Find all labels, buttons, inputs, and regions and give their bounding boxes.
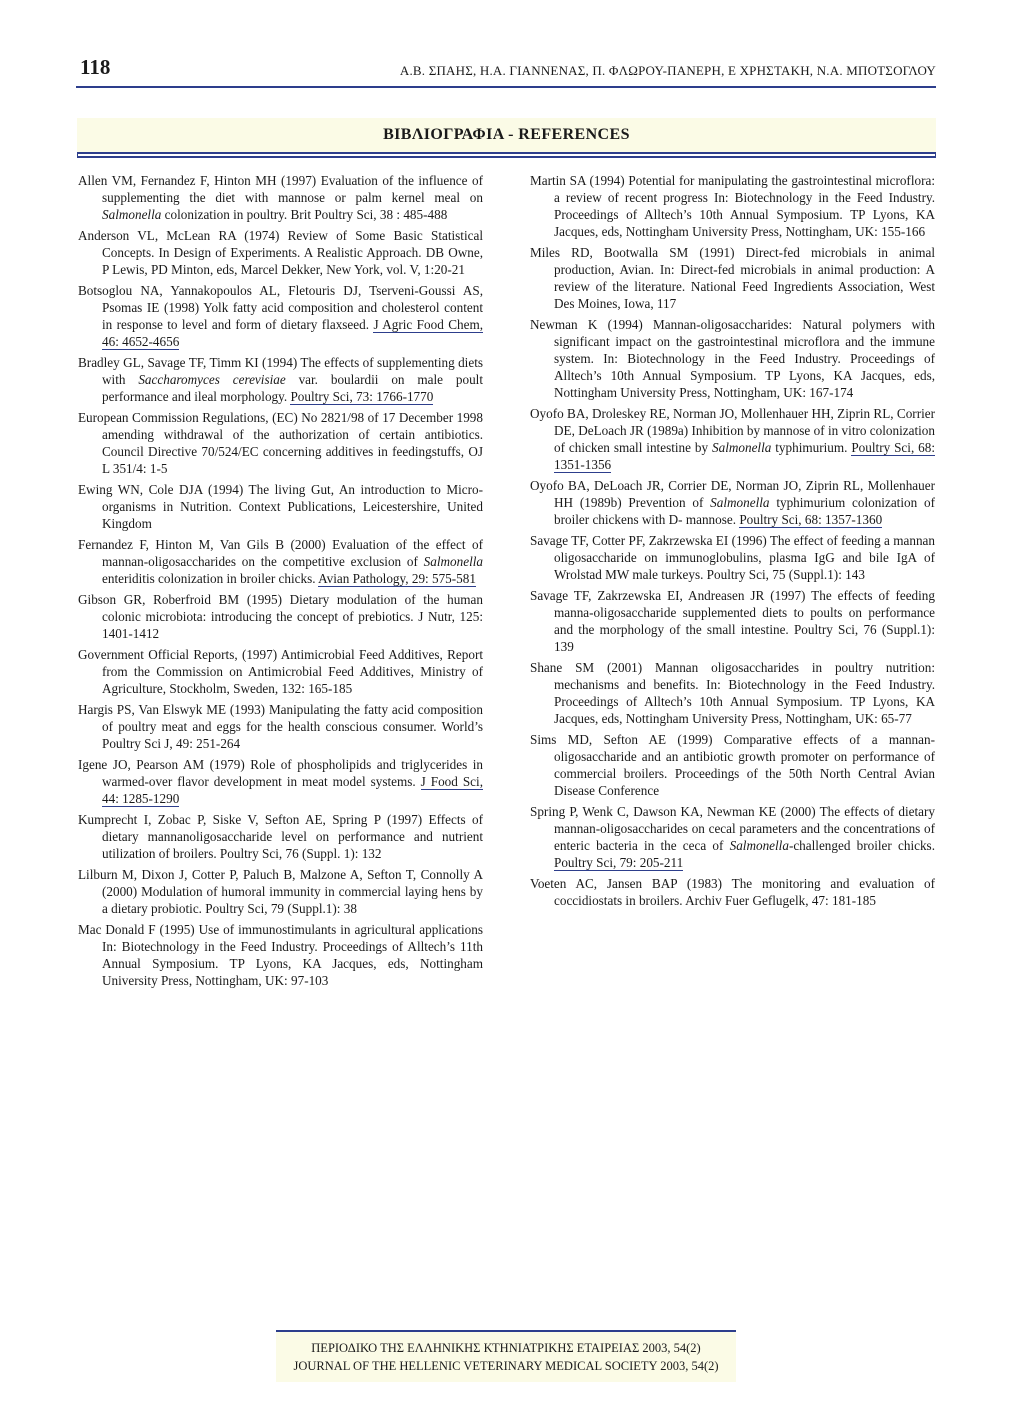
reference-entry [530, 587, 935, 655]
reference-text: Savage TF, Cotter PF, Zakrzewska EI (1996) The effect of feeding a mannan oligosaccharide on immunoglobulins, plasma IgG and bile IgA of Wrolstad MW male turkeys. Poultry Sci, 75 (Suppl.1): 143 [530, 533, 935, 582]
reference-text: Spring P, Wenk C, Dawson KA, Newman KE (2000) The effects of dietary mannan-oligosaccharides on cecal parameters and the concentrations of enteric bacteria in the ceca of [530, 804, 935, 853]
reference-entry [530, 172, 935, 240]
reference-species-italic: Salmonella [102, 207, 162, 222]
reference-text: var. boulardii on male poult performance and ileal morphology. [102, 372, 483, 404]
reference-entry [78, 756, 483, 807]
reference-citation-link[interactable]: Poultry Sci, 68: 1357-1360 [739, 512, 883, 527]
reference-text: Martin SA (1994) Potential for manipulating the gastrointestinal microflora: a review of recent progress In: Biotechnology in the Feed Industry. Proceedings of Alltech’s 10th Annual Symposium. TP Lyons, KA Jacques, eds, Nottingham University Press, Nottingham, UK: 155-166 [530, 173, 935, 239]
references-section-banner [77, 118, 936, 154]
reference-species-italic: Saccharomyces cerevisiae [138, 372, 286, 387]
reference-species-italic: Salmonella [712, 440, 772, 455]
reference-text: Fernandez F, Hinton M, Van Gils B (2000) Evaluation of the effect of mannan-oligosaccharides on the competitive exclusion of [78, 537, 483, 569]
reference-citation-link[interactable]: Poultry Sci, 73: 1766-1770 [290, 389, 434, 404]
reference-text: Ewing WN, Cole DJA (1994) The living Gut, An introduction to Micro-organisms in Nutrition. Context Publications, Leicestershire, United Kingdom [78, 482, 483, 531]
reference-text: Newman K (1994) Mannan-oligosaccharides: Natural polymers with significant impact on the gastrointestinal microflora and the immune system. In: Biotechnology in the Feed Industry. Proceedings of Alltech’s 10th Annual Symposium. TP Lyons, KA Jacques, eds, Nottingham University Press, Nottingham, UK: 167-174 [530, 317, 935, 400]
reference-entry [78, 172, 483, 223]
reference-citation-link[interactable]: J Food Sci, 44: 1285-1290 [102, 774, 483, 806]
running-head-authors: Α.Β. ΣΠΑΗΣ, Η.Α. ΓΙΑΝΝΕΝΑΣ, Π. ΦΛΩΡΟΥ-ΠΑΝΕΡΗ, Ε ΧΡΗΣΤΑΚΗ, Ν.Α. ΜΠΟΤΣΟΓΛΟΥ [399, 63, 936, 78]
reference-text: Savage TF, Zakrzewska EI, Andreasen JR (1997) The effects of feeding manna-oligosaccharide supplemented diets to poults on performance and the morphology of the small intestine. Poultry Sci, 76 (Suppl.1): 139 [530, 588, 935, 654]
reference-citation-link[interactable]: J Agric Food Chem, 46: 4652-4656 [102, 317, 483, 349]
reference-text: -challenged broiler chicks. [788, 838, 935, 853]
reference-text: Sims MD, Sefton AE (1999) Comparative effects of a mannan-oligosaccharide and an antibiotic growth promoter on performance of commercial broilers. Proceedings of the 50th North Central Avian Disease Conference [530, 732, 935, 798]
reference-text: Oyofo BA, Droleskey RE, Norman JO, Mollenhauer HH, Ziprin RL, Corrier DE, DeLoach JR (1989a) Inhibition by mannose of in vitro colonization of chicken small intestine by [530, 406, 935, 455]
reference-text: Miles RD, Bootwalla SM (1991) Direct-fed microbials in animal production, Avian. In: Direct-fed microbials in animal production: A review of the literature. National Feed Ingredients Association, West Des Moines, Iowa, 117 [530, 245, 935, 311]
reference-species-italic: Salmonella [710, 495, 770, 510]
reference-entry [530, 477, 935, 528]
reference-text: Government Official Reports, (1997) Antimicrobial Feed Additives, Report from the Commission on Antimicrobial Feed Additives, Ministry of Agriculture, Stockholm, Sweden, 132: 165-185 [78, 647, 483, 696]
reference-text: typhimurium colonization of broiler chickens with D- mannose. [554, 495, 935, 527]
reference-entry [78, 591, 483, 642]
reference-species-italic: Salmonella [729, 838, 789, 853]
journal-footer [276, 1330, 736, 1382]
reference-entry [78, 921, 483, 989]
reference-citation-link[interactable]: Avian Pathology, 29: 575-581 [318, 571, 476, 586]
reference-text: Hargis PS, Van Elswyk ME (1993) Manipulating the fatty acid composition of poultry meat and eggs for the health conscious consumer. World’s Poultry Sci J, 49: 251-264 [78, 702, 483, 751]
reference-entry [530, 731, 935, 799]
reference-text: enteriditis colonization in broiler chicks. [102, 571, 319, 586]
reference-entry [530, 316, 935, 401]
reference-entry [78, 811, 483, 862]
header-rule [76, 86, 936, 88]
reference-entry [530, 659, 935, 727]
reference-entry [78, 536, 483, 587]
reference-species-italic: Salmonella [423, 554, 483, 569]
page-number: 118 [80, 55, 111, 79]
reference-entry [530, 875, 935, 909]
footer-line-greek: ΠΕΡΙΟΔΙΚΟ ΤΗΣ ΕΛΛΗΝΙΚΗΣ ΚΤΗΝΙΑΤΡΙΚΗΣ ΕΤΑΙΡΕΙΑΣ 2003, 54(2) [311, 1341, 701, 1355]
reference-text: European Commission Regulations, (EC) No 2821/98 of 17 December 1998 amending withdrawal of the authorization of certain antibiotics. Council Directive 70/524/EC concerning additives in feedingstuffs, OJ L 351/4: 1-5 [78, 410, 483, 476]
reference-citation-link[interactable]: Poultry Sci, 68: 1351-1356 [554, 440, 936, 472]
reference-text: Allen VM, Fernandez F, Hinton MH (1997) Evaluation of the influence of supplementing the diet with mannose or palm kernel meal on [78, 173, 483, 205]
reference-text: typhimurium. [771, 440, 852, 455]
reference-text: Botsoglou NA, Yannakopoulos AL, Fletouris DJ, Tserveni-Goussi AS, Psomas IE (1998) Yolk fatty acid composition and cholesterol content in response to level and form of dietary flaxseed. [78, 283, 483, 332]
reference-entry [78, 481, 483, 532]
reference-text: Gibson GR, Roberfroid BM (1995) Dietary modulation of the human colonic microbiota: introducing the concept of prebiotics. J Nutr, 125: 1401-1412 [78, 592, 483, 641]
reference-text: Mac Donald F (1995) Use of immunostimulants in agricultural applications In: Biotechnology in the Feed Industry. Proceedings of Alltech’s 11th Annual Symposium. TP Lyons, KA Jacques, eds, Nottingham University Press, Nottingham, UK: 97-103 [78, 922, 483, 988]
reference-entry [530, 244, 935, 312]
reference-entry [78, 282, 483, 350]
reference-text: Voeten AC, Jansen BAP (1983) The monitoring and evaluation of coccidiostats in broilers. Archiv Fuer Geflugelk, 47: 181-185 [530, 876, 935, 908]
reference-citation-link[interactable]: Poultry Sci, 79: 205-211 [554, 855, 684, 870]
reference-text: Oyofo BA, DeLoach JR, Corrier DE, Norman JO, Ziprin RL, Mollenhauer HH (1989b) Prevention of [530, 478, 935, 510]
reference-entry [78, 646, 483, 697]
reference-text: colonization in poultry. Brit Poultry Sci, 38 : 485-488 [161, 207, 448, 222]
reference-text: Bradley GL, Savage TF, Timm KI (1994) The effects of supplementing diets with [78, 355, 483, 387]
reference-entry [78, 354, 483, 405]
reference-entry [530, 532, 935, 583]
references-left-column [78, 172, 483, 993]
reference-entry [78, 409, 483, 477]
reference-text: Kumprecht I, Zobac P, Siske V, Sefton AE, Spring P (1997) Effects of dietary mannanoligosaccharide level on performance and nutrient utilization of broilers. Poultry Sci, 76 (Suppl. 1): 132 [78, 812, 483, 861]
reference-text: Lilburn M, Dixon J, Cotter P, Paluch B, Malzone A, Sefton T, Connolly A (2000) Modulation of humoral immunity in commercial laying hens by a dietary probiotic. Poultry Sci, 79 (Suppl.1): 38 [78, 867, 483, 916]
reference-text: Anderson VL, McLean RA (1974) Review of Some Basic Statistical Concepts. In Design of Experiments. A Realistic Approach. DB Owne, P Lewis, PD Minton, eds, Marcel Dekker, New York, vol. V, 1:20-21 [78, 228, 483, 277]
reference-entry [78, 227, 483, 278]
reference-entry [78, 701, 483, 752]
section-title: ΒΙΒΛΙΟΓΡΑΦΙΑ - REFERENCES [383, 126, 630, 143]
footer-line-english: JOURNAL OF THE HELLENIC VETERINARY MEDICAL SOCIETY 2003, 54(2) [293, 1359, 719, 1373]
reference-text: Igene JO, Pearson AM (1979) Role of phospholipids and triglycerides in warmed-over flavor development in meat model systems. [78, 757, 483, 789]
reference-entry [78, 866, 483, 917]
reference-text: Shane SM (2001) Mannan oligosaccharides in poultry nutrition: mechanisms and benefits. In: Biotechnology in the Feed Industry. Proceedings of Alltech’s 10th Annual Symposium. TP Lyons, KA Jacques, eds, Nottingham University Press, Nottingham, UK: 65-77 [530, 660, 935, 726]
reference-entry [530, 405, 935, 473]
reference-entry [530, 803, 935, 871]
references-right-column [530, 172, 935, 913]
